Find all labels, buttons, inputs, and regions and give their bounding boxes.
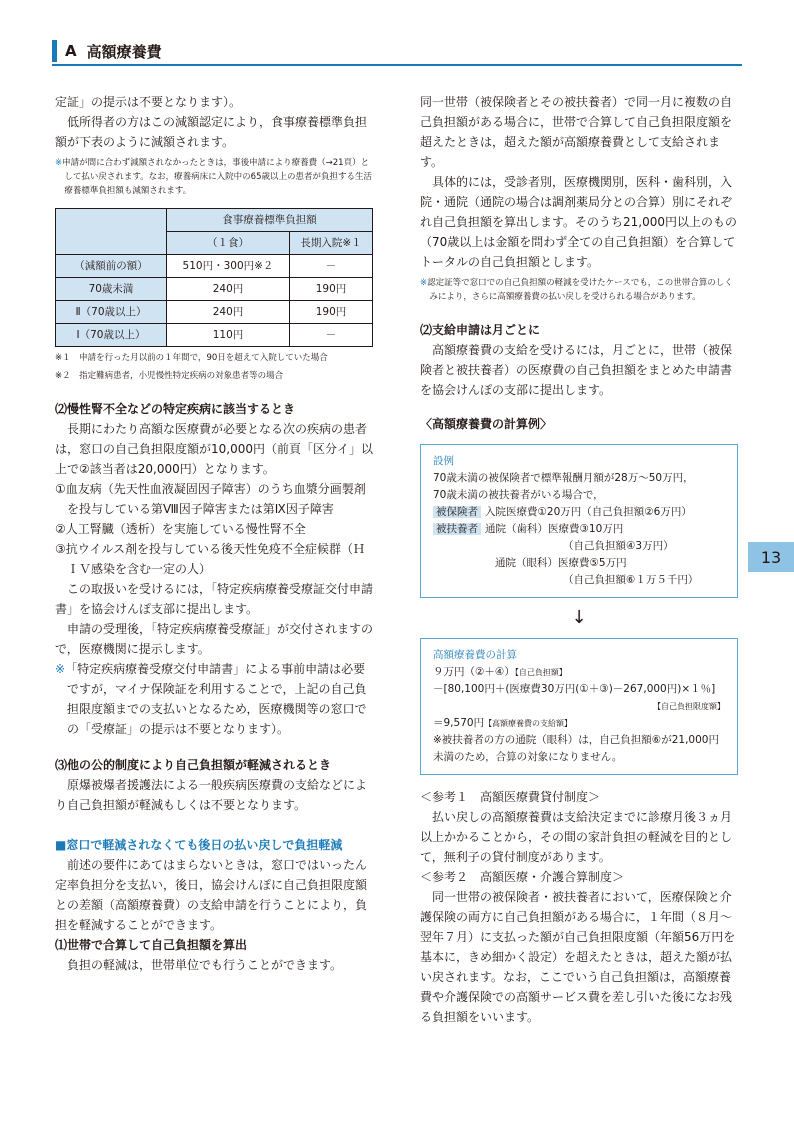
subheading-other-systems: ⑶他の公的制度により自己負担額が軽減されるとき [55,758,332,772]
list-item: ①血友病（先天性血液凝固因子障害）のうち血漿分画製剤を投与している第Ⅷ因子障害または第Ⅸ因子障害 [55,482,366,516]
paragraph: 具体的には，受診者別，医療機関別，医科・歯科別，入院・通院（通院の場合は調剤薬局分との合算）別にそれぞれ自己負担額を算出します。そのうち21,000円以上のもの（70歳以上は金額を問わず全ての自己負担額）を合算してトータルの自己負担額とします。 [420,175,738,269]
paragraph: 長期にわたり高額な医療費が必要となる次の疾病の患者は，窓口の自己負担限度額が10,000円（前頁「区分イ」以上で②該当者は20,000円）となります。 [55,422,373,476]
dependent-tag: 被扶養者 [433,523,481,535]
maina-note [55,659,373,739]
example-line: 70歳未満の被保険者で標準報酬月額が28万～50万円， [433,472,694,484]
section-letter: A [65,42,77,60]
example-text: 通院（歯科）医療費③10万円 [485,523,624,535]
row-meal: 240円 [167,278,290,301]
header-rule [52,64,742,66]
row-meal: 110円 [167,324,290,347]
example-line [433,504,725,521]
calc-label: 【自己負担限度額】 [653,702,725,711]
table-row [56,324,373,347]
intro-paragraph: 低所得者の方はこの減額認定により，食事療養標準負担額が下表のように減額されます。 [55,115,368,149]
subheading-chronic-disease: ⑵慢性腎不全などの特定疾病に該当するとき [55,402,296,416]
table-footnote-2: ※２ 指定難病患者，小児慢性特定疾病の対象患者等の場合 [55,371,284,381]
list-item: ②人工腎臓（透析）を実施している慢性腎不全 [55,522,306,536]
down-arrow-icon: ↓ [571,607,587,628]
intro-continuation: 定証」の提示は不要となります）。 [55,95,242,109]
heading-refund: ■窓口で軽減されなくても後日の払い戻しで負担軽減 [55,838,343,852]
page-header [52,40,162,62]
paragraph: 払い戻しの高額療養費は支給決定までに診療月後３ヵ月以上かかることから，その間の家計負担の軽減を目的として，無利子の貸付制度があります。 [420,810,733,864]
list-item: ③抗ウイルス剤を投与している後天性免疫不全症候群（ＨＩＶ感染を含む一定の人） [55,542,366,576]
calculation-title: 高額療養費の計算 [433,649,517,661]
meal-cost-table [55,208,373,347]
note-mark: ※ [420,278,428,288]
note-mark: ※ [55,158,63,168]
calc-note: ※被扶養者の方の通院（眼科）は，自己負担額⑥が21,000円未満のため，合算の対象になりません。 [433,734,719,763]
paragraph: 原爆被爆者援護法による一般疾病医療費の支給などにより自己負担額が軽減もしくは不要となります。 [55,778,368,812]
example-title: 設例 [433,455,454,467]
household-note-text: 認定証等で窓口での自己負担額の軽減を受けたケースでも，この世帯合算のしくみにより，さらに高額療養費の払い戻しを受けられる場合があります。 [427,278,733,302]
calculation-box [420,638,738,775]
table-header-meal: （１食） [167,232,290,255]
paragraph: この取扱いを受けるには，「特定疾病療養受療証交付申請書」を協会けんぽ支部に提出します。 [55,582,374,616]
table-footnote-1: ※１ 申請を行った月以前の１年間で，90日を超えて入院していた場合 [55,353,328,363]
row-meal: 510円・300円※２ [167,255,290,278]
row-label: （減額前の額） [56,255,167,278]
household-note [420,276,738,304]
example-line: （自己負担額⑥１万５千円） [563,574,699,586]
right-column [420,92,738,1027]
calc-line [433,715,725,732]
calc-label: 【高額療養費の支給額】 [484,719,573,728]
reference-1-title: ＜参考１ 高額医療費貸付制度＞ [420,790,601,804]
header-accent-bar [52,40,57,62]
table-header-title: 食事療養標準負担額 [222,214,317,226]
maina-note-text: 「特定疾病療養受療交付申請書」による事前申請は必要ですが，マイナ保険証を利用することで，上記の自己負担限度額までの支払いとなるため，医療機関等の窓口での「受療証」の提示は不要となります）。 [65,662,367,736]
calc-line [433,664,725,681]
meal-note [55,156,373,198]
table-header-main [167,209,373,232]
table-row [56,301,373,324]
calc-example-title: 〈高額療養費の計算例〉 [420,417,553,431]
subheading-household: ⑴世帯で合算して自己負担額を算出 [55,938,248,952]
paragraph: 負担の軽減は，世帯単位でも行うことができます。 [67,958,343,972]
left-column [55,92,373,975]
calc-line: －[80,100円＋(医療費30万円(①＋③)－267,000円)×１％] [433,683,716,695]
row-long: － [290,255,373,278]
row-long: － [290,324,373,347]
calc-text: ９万円（②＋④） [433,666,515,678]
table-row [56,255,373,278]
table-row [56,278,373,301]
example-line [433,521,725,538]
example-line: 70歳未満の被扶養者がいる場合で， [433,489,604,501]
table-corner [56,209,167,255]
row-meal: 240円 [167,301,290,324]
row-label: 70歳未満 [56,278,167,301]
note-mark: ※ [55,662,66,676]
page-title: 高額療養費 [86,42,162,61]
paragraph: 前述の要件にあてはまらないときは，窓口ではいったん定率負担分を支払い，後日，協会けんぽに自己負担限度額との差額（高額療養費）の支給申請を行うことにより，負担を軽減することができます。 [55,858,368,932]
example-line: 通院（眼科）医療費⑤5万円 [495,557,627,569]
example-line: （自己負担額④3万円） [563,540,674,552]
paragraph: 同一世帯（被保険者とその被扶養者）で同一月に複数の自己負担額がある場合に，世帯で合算して自己負担限度額を超えたときは，超えた額が高額療養費として支給されます。 [420,95,733,169]
paragraph: 高額療養費の支給を受けるには，月ごとに，世帯（被保険者と被扶養者）の医療費の自己負担額をまとめた申請書を協会けんぽの支部に提出します。 [420,343,733,397]
reference-2-title: ＜参考２ 高額医療・介護合算制度＞ [420,870,625,884]
subheading-monthly: ⑵支給申請は月ごとに [420,323,541,337]
row-long: 190円 [290,301,373,324]
example-box [420,444,738,598]
insured-tag: 被保険者 [433,506,481,518]
calc-text: ＝9,570円 [433,717,485,729]
row-label: Ⅰ（70歳以上） [56,324,167,347]
row-long: 190円 [290,278,373,301]
page-number-tab: 13 [748,542,794,572]
example-text: 入院医療費①20万円（自己負担額②6万円） [485,506,692,518]
row-label: Ⅱ（70歳以上） [56,301,167,324]
meal-note-text: 申請が間に合わず減額されなかったときは，事後申請により療養費（→21頁）として払い戻されます。なお，療養病床に入院中の65歳以上の患者が負担する生活療養標準負担額も減額されます。 [62,158,372,196]
calc-label: 【自己負担額】 [514,668,567,677]
paragraph: 同一世帯の被保険者・被扶養者において，医療保険と介護保険の両方に自己負担額がある場合に，１年間（８月～翌年７月）に支払った額が自己負担限度額（年額56万円を基本に，きめ細かく設定）を超えたときは，超えた額が払い戻されます。なお，ここでいう自己負担額は，高額療養費や介護保険での高額サービス費を差し引いた後になお残る負担額をいいます。 [420,890,736,1024]
table-header-long: 長期入院※１ [290,232,373,255]
paragraph: 申請の受理後，「特定疾病療養受療証」が交付されますので，医療機関に提示します。 [55,622,374,656]
